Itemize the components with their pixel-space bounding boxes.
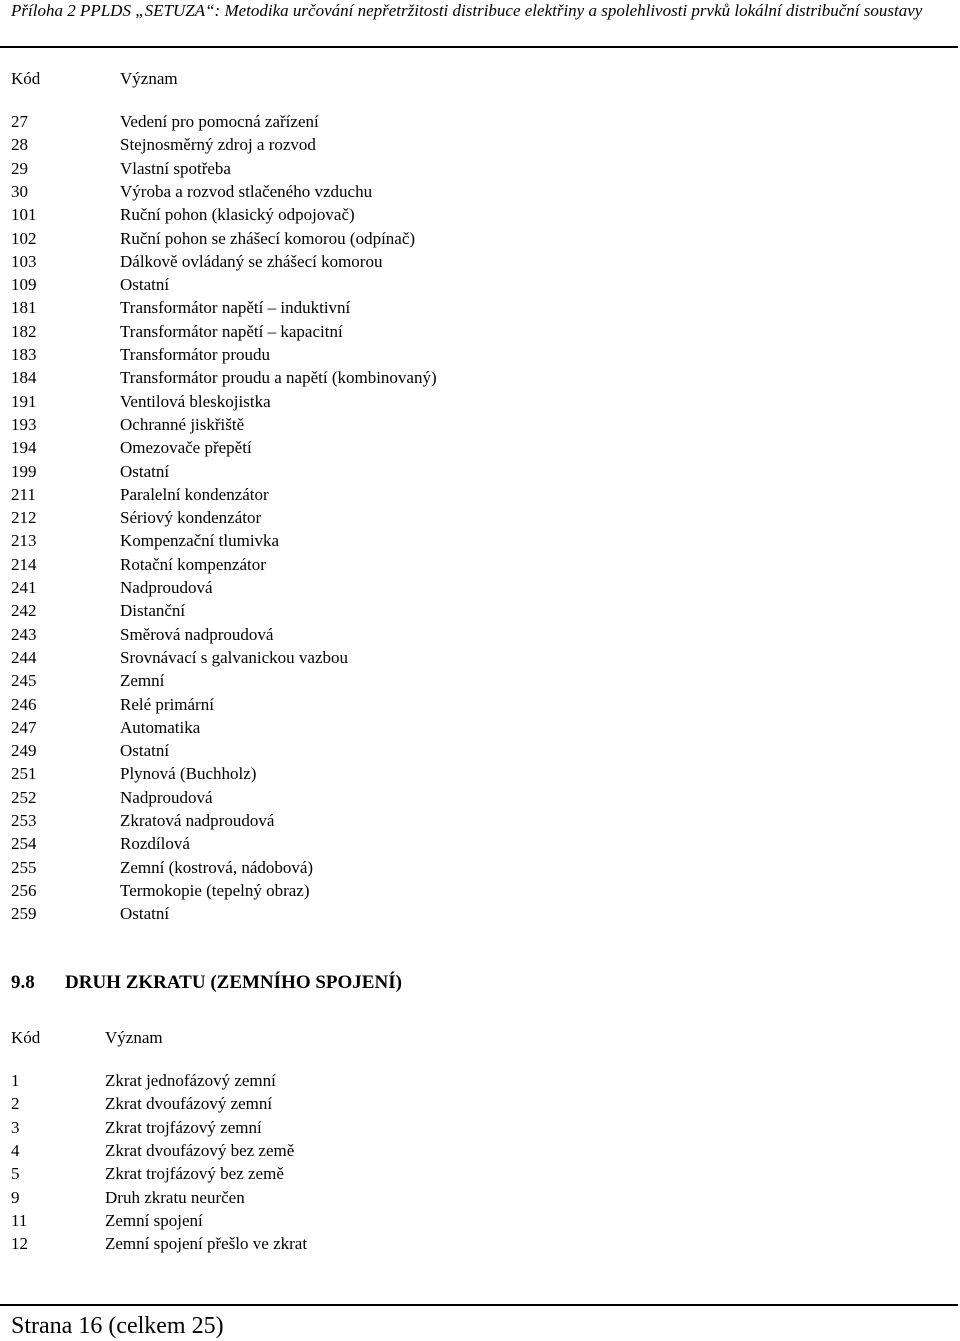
- row-meaning: Kompenzační tlumivka: [120, 531, 280, 551]
- row-code: 4: [11, 1140, 20, 1160]
- row-code: 199: [11, 461, 37, 481]
- row-code: 182: [11, 321, 37, 341]
- row-meaning: Zkrat dvoufázový bez země: [105, 1140, 295, 1160]
- section-title: DRUH ZKRATU (ZEMNÍHO SPOJENÍ): [65, 972, 402, 993]
- row-code: 2: [11, 1094, 20, 1114]
- page-header: Příloha 2 PPLDS „SETUZA“: Metodika určování nepřetržitosti distribuce elektřiny a spolehlivosti prvků lokální distribuční soustavy: [11, 1, 923, 20]
- row-code: 12: [11, 1234, 28, 1254]
- row-meaning: Dálkově ovládaný se zhášecí komorou: [120, 251, 383, 271]
- row-meaning: Ochranné jiskřiště: [120, 414, 245, 434]
- row-meaning: Ventilová bleskojistka: [120, 391, 271, 411]
- row-code: 211: [11, 484, 36, 504]
- row-meaning: Ostatní: [120, 741, 170, 761]
- page-footer: Strana 16 (celkem 25): [11, 1313, 224, 1339]
- row-meaning: Transformátor napětí – kapacitní: [120, 321, 343, 341]
- row-meaning: Zemní spojení přešlo ve zkrat: [105, 1234, 308, 1254]
- column-header-meaning: Význam: [120, 69, 178, 88]
- row-meaning: Rozdílová: [120, 834, 190, 854]
- row-meaning: Automatika: [120, 717, 201, 737]
- row-code: 28: [11, 135, 28, 155]
- row-meaning: Stejnosměrný zdroj a rozvod: [120, 135, 316, 155]
- row-code: 27: [11, 112, 28, 131]
- row-meaning: Relé primární: [120, 694, 214, 714]
- row-code: 1: [11, 1071, 20, 1090]
- row-meaning: Zemní (kostrová, nádobová): [120, 857, 314, 877]
- row-meaning: Zkrat dvoufázový zemní: [105, 1094, 273, 1114]
- row-meaning: Směrová nadproudová: [120, 624, 274, 644]
- row-code: 3: [11, 1117, 20, 1137]
- row-meaning: Sériový kondenzátor: [120, 508, 262, 528]
- row-code: 253: [11, 811, 37, 830]
- column-header-code: Kód: [11, 1028, 41, 1047]
- row-meaning: Plynová (Buchholz): [120, 764, 257, 784]
- row-code: 103: [11, 251, 37, 271]
- row-code: 242: [11, 601, 37, 621]
- row-meaning: Vedení pro pomocná zařízení: [120, 112, 319, 131]
- header-divider: [0, 46, 958, 48]
- row-code: 245: [11, 671, 37, 691]
- row-meaning: Distanční: [120, 601, 186, 621]
- column-header-meaning: Význam: [105, 1028, 163, 1047]
- row-code: 184: [11, 368, 37, 388]
- row-code: 212: [11, 508, 37, 528]
- row-code: 214: [11, 554, 37, 574]
- row-code: 247: [11, 717, 37, 737]
- row-meaning: Zkrat jednofázový zemní: [105, 1071, 276, 1090]
- row-code: 183: [11, 345, 37, 364]
- row-code: 101: [11, 205, 37, 225]
- row-code: 244: [11, 647, 37, 667]
- row-meaning: Druh zkratu neurčen: [105, 1187, 245, 1207]
- row-meaning: Transformátor napětí – induktivní: [120, 298, 351, 318]
- row-meaning: Srovnávací s galvanickou vazbou: [120, 647, 349, 667]
- row-code: 5: [11, 1164, 20, 1184]
- row-meaning: Transformátor proudu: [120, 345, 270, 364]
- footer-divider: [0, 1304, 958, 1306]
- row-code: 243: [11, 624, 37, 644]
- row-code: 109: [11, 275, 37, 295]
- row-meaning: Zkratová nadproudová: [120, 811, 275, 830]
- row-code: 246: [11, 694, 37, 714]
- row-meaning: Ruční pohon se zhášecí komorou (odpínač): [120, 228, 416, 248]
- row-code: 191: [11, 391, 37, 411]
- row-meaning: Zkrat trojfázový zemní: [105, 1117, 262, 1137]
- row-code: 255: [11, 857, 37, 877]
- row-code: 259: [11, 904, 37, 924]
- row-meaning: Ostatní: [120, 461, 170, 481]
- row-code: 193: [11, 414, 37, 434]
- row-code: 251: [11, 764, 37, 784]
- row-code: 254: [11, 834, 37, 854]
- row-code: 256: [11, 880, 37, 900]
- row-meaning: Zemní: [120, 671, 165, 691]
- row-meaning: Omezovače přepětí: [120, 438, 252, 458]
- row-code: 9: [11, 1187, 20, 1207]
- row-meaning: Ostatní: [120, 275, 170, 295]
- row-code: 249: [11, 741, 37, 761]
- column-header-code: Kód: [11, 69, 41, 88]
- row-meaning: Zemní spojení: [105, 1210, 203, 1230]
- row-code: 102: [11, 228, 37, 248]
- row-meaning: Zkrat trojfázový bez země: [105, 1164, 284, 1184]
- row-meaning: Rotační kompenzátor: [120, 554, 266, 574]
- row-meaning: Nadproudová: [120, 578, 213, 597]
- row-code: 11: [11, 1210, 28, 1230]
- row-meaning: Ostatní: [120, 904, 170, 924]
- section-number: 9.8: [11, 972, 35, 993]
- row-code: 241: [11, 578, 37, 597]
- row-meaning: Nadproudová: [120, 787, 213, 807]
- row-code: 194: [11, 438, 37, 458]
- row-code: 30: [11, 181, 28, 201]
- row-code: 29: [11, 158, 28, 178]
- row-meaning: Paralelní kondenzátor: [120, 484, 269, 504]
- row-meaning: Vlastní spotřeba: [120, 158, 231, 178]
- row-meaning: Termokopie (tepelný obraz): [120, 880, 310, 900]
- row-meaning: Ruční pohon (klasický odpojovač): [120, 205, 355, 225]
- row-meaning: Transformátor proudu a napětí (kombinovaný): [120, 368, 437, 388]
- row-code: 252: [11, 787, 37, 807]
- row-code: 181: [11, 298, 37, 318]
- row-code: 213: [11, 531, 37, 551]
- row-meaning: Výroba a rozvod stlačeného vzduchu: [120, 181, 373, 201]
